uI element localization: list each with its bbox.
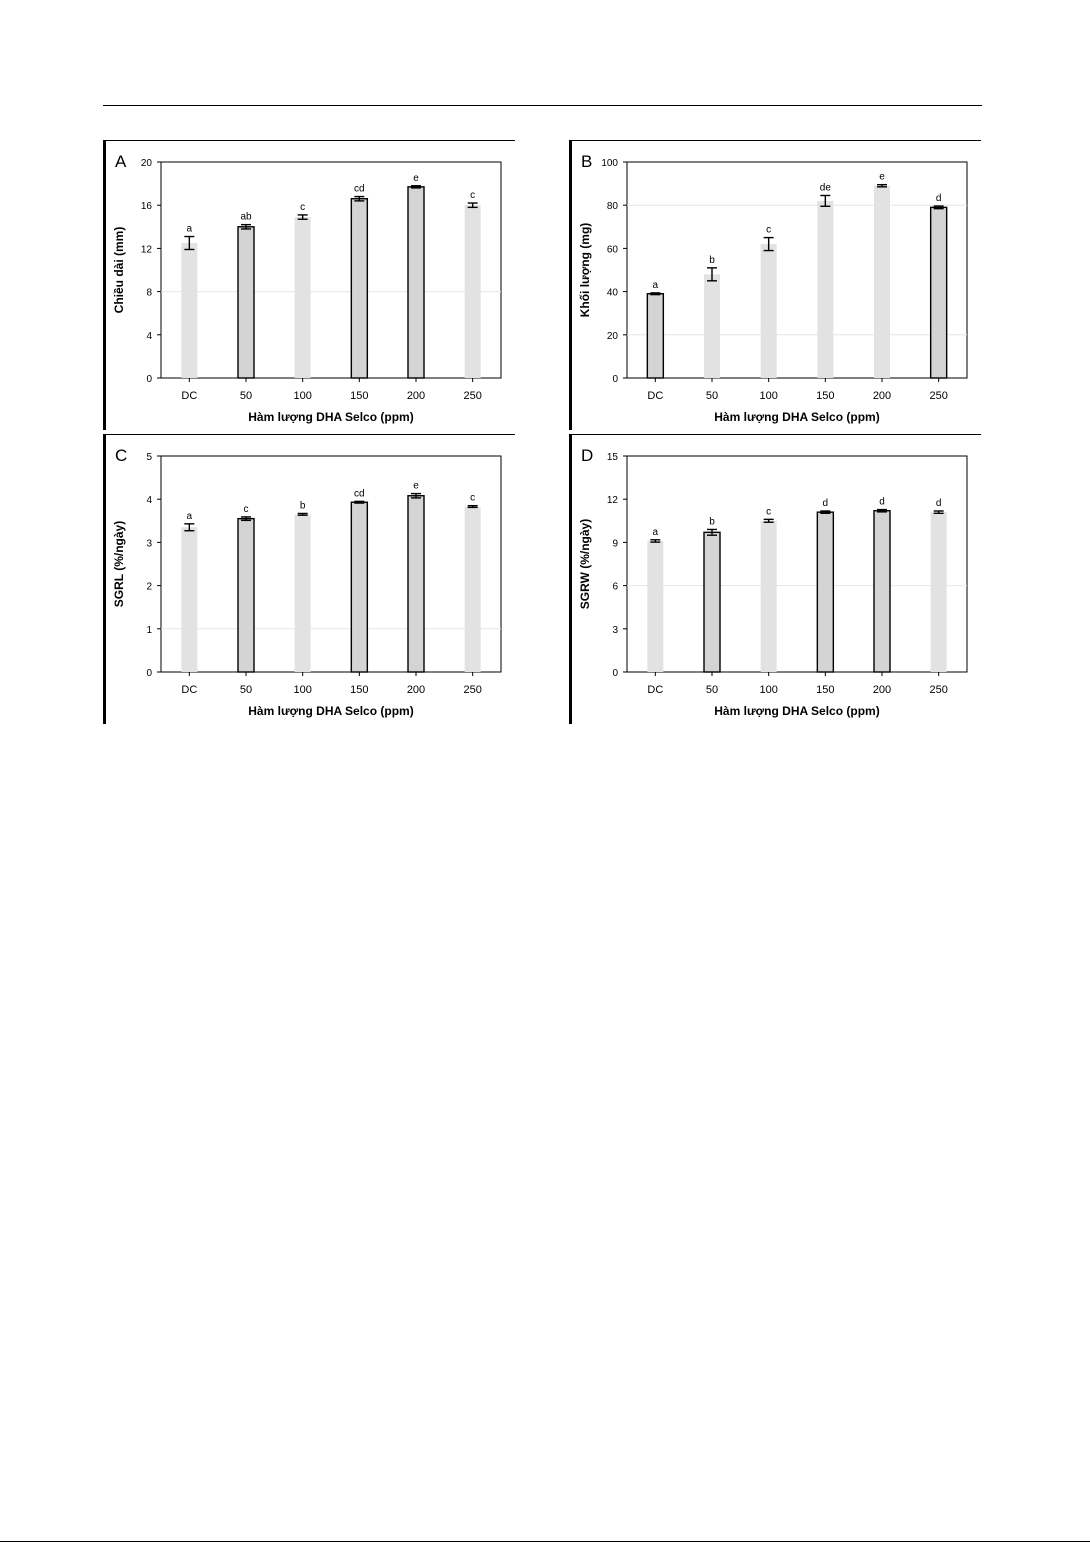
- panel-letter: D: [581, 446, 594, 465]
- y-tick-label: 100: [601, 158, 618, 169]
- x-tick-label: DC: [647, 390, 664, 402]
- significance-letter: a: [652, 526, 659, 538]
- x-tick-label: 250: [463, 684, 482, 696]
- chart-panel-d: [569, 434, 981, 729]
- x-tick-label: 100: [759, 390, 778, 402]
- significance-letter: b: [299, 500, 306, 512]
- x-tick-label: 250: [463, 390, 482, 402]
- bar: [295, 217, 311, 378]
- y-tick-label: 0: [146, 374, 152, 385]
- x-tick-label: 150: [816, 390, 835, 402]
- significance-letter: cd: [354, 183, 365, 195]
- y-tick-label: 0: [612, 374, 618, 385]
- y-tick-label: 16: [140, 201, 152, 213]
- y-tick-label: 6: [612, 581, 618, 593]
- x-tick-label: 100: [293, 390, 312, 402]
- bar: [704, 532, 720, 672]
- panel-letter: A: [115, 152, 127, 171]
- y-tick-label: 1: [146, 624, 152, 636]
- y-tick-label: 9: [612, 538, 618, 550]
- y-tick-label: 0: [146, 668, 152, 679]
- bar: [351, 199, 367, 378]
- x-tick-label: 50: [705, 684, 719, 696]
- significance-letter: c: [470, 492, 476, 504]
- bar: [874, 186, 890, 378]
- x-tick-label: 250: [929, 390, 948, 402]
- chart-panel-c: [103, 434, 515, 729]
- chart-panel-a: [103, 140, 515, 435]
- bar: [761, 521, 777, 672]
- significance-letter: de: [819, 182, 831, 194]
- bar: [238, 519, 254, 672]
- significance-letter: b: [709, 516, 715, 528]
- bar: [465, 205, 481, 378]
- x-tick-label: 200: [406, 684, 426, 696]
- significance-letter: d: [822, 498, 829, 510]
- bar: [647, 294, 663, 378]
- y-axis-label: Chiều dài (mm): [112, 226, 126, 314]
- significance-letter: a: [186, 223, 193, 235]
- bar: [238, 227, 254, 378]
- panel-letter: C: [115, 446, 128, 465]
- bar: [647, 541, 663, 672]
- y-axis-label: Khối lượng (mg): [578, 222, 592, 318]
- bar: [761, 244, 777, 378]
- significance-letter: a: [186, 510, 193, 522]
- y-axis-label: SGRW (%/ngày): [578, 518, 592, 610]
- x-tick-label: 50: [239, 390, 253, 402]
- y-tick-label: 8: [146, 287, 152, 299]
- bar: [295, 514, 311, 672]
- y-tick-label: 60: [606, 244, 618, 256]
- x-tick-label: 150: [350, 684, 369, 696]
- bar: [817, 512, 833, 672]
- y-tick-label: 4: [146, 330, 152, 342]
- x-tick-label: DC: [647, 684, 664, 696]
- bar: [465, 507, 481, 672]
- bar: [181, 527, 197, 672]
- significance-letter: b: [709, 254, 715, 266]
- x-tick-label: 150: [350, 390, 369, 402]
- y-tick-label: 3: [612, 624, 618, 636]
- x-tick-label: 150: [816, 684, 835, 696]
- significance-letter: e: [413, 480, 419, 492]
- x-tick-label: 200: [406, 390, 426, 402]
- header-rule: [103, 105, 982, 106]
- significance-letter: cd: [354, 488, 365, 500]
- significance-letter: d: [935, 498, 942, 510]
- x-tick-label: 250: [929, 684, 948, 696]
- y-tick-label: 12: [140, 244, 152, 256]
- x-axis-label: Hàm lượng DHA Selco (ppm): [714, 410, 880, 424]
- x-tick-label: 100: [759, 684, 778, 696]
- panel-letter: B: [581, 152, 593, 171]
- chart-b: [569, 140, 981, 430]
- significance-letter: ab: [240, 211, 252, 223]
- y-tick-label: 12: [606, 495, 618, 507]
- chart-a: [103, 140, 515, 430]
- y-tick-label: 3: [146, 538, 152, 550]
- chart-panel-b: [569, 140, 981, 435]
- y-tick-label: 20: [140, 158, 152, 169]
- x-axis-label: Hàm lượng DHA Selco (ppm): [248, 410, 414, 424]
- bar: [931, 207, 947, 378]
- significance-letter: e: [879, 171, 885, 183]
- bar: [408, 187, 424, 378]
- y-axis-label: SGRL (%/ngày): [112, 520, 126, 608]
- x-axis-label: Hàm lượng DHA Selco (ppm): [714, 704, 880, 718]
- chart-c: [103, 434, 515, 724]
- y-tick-label: 40: [606, 287, 618, 299]
- significance-letter: c: [300, 201, 306, 213]
- bar: [408, 496, 424, 672]
- significance-letter: d: [935, 193, 942, 205]
- bar: [181, 243, 197, 378]
- footer-rule: [0, 1541, 1090, 1542]
- y-tick-label: 4: [146, 495, 152, 507]
- x-tick-label: DC: [181, 684, 198, 696]
- y-tick-label: 0: [612, 668, 618, 679]
- bar: [351, 502, 367, 672]
- y-tick-label: 15: [606, 452, 618, 463]
- significance-letter: a: [652, 279, 659, 291]
- significance-letter: c: [243, 503, 249, 515]
- x-tick-label: 200: [872, 684, 892, 696]
- significance-letter: d: [879, 496, 885, 508]
- bar: [817, 201, 833, 378]
- x-tick-label: 200: [872, 390, 892, 402]
- bar: [931, 512, 947, 672]
- x-tick-label: DC: [181, 390, 198, 402]
- significance-letter: c: [766, 224, 772, 236]
- significance-letter: e: [413, 172, 419, 184]
- significance-letter: c: [470, 190, 476, 202]
- y-tick-label: 80: [606, 201, 618, 213]
- bar: [704, 274, 720, 378]
- x-tick-label: 50: [705, 390, 719, 402]
- y-tick-label: 20: [606, 330, 618, 342]
- x-tick-label: 100: [293, 684, 312, 696]
- x-tick-label: 50: [239, 684, 253, 696]
- y-tick-label: 2: [146, 581, 152, 593]
- bar: [874, 511, 890, 672]
- significance-letter: c: [766, 506, 772, 518]
- x-axis-label: Hàm lượng DHA Selco (ppm): [248, 704, 414, 718]
- y-tick-label: 5: [146, 452, 152, 463]
- chart-d: [569, 434, 981, 724]
